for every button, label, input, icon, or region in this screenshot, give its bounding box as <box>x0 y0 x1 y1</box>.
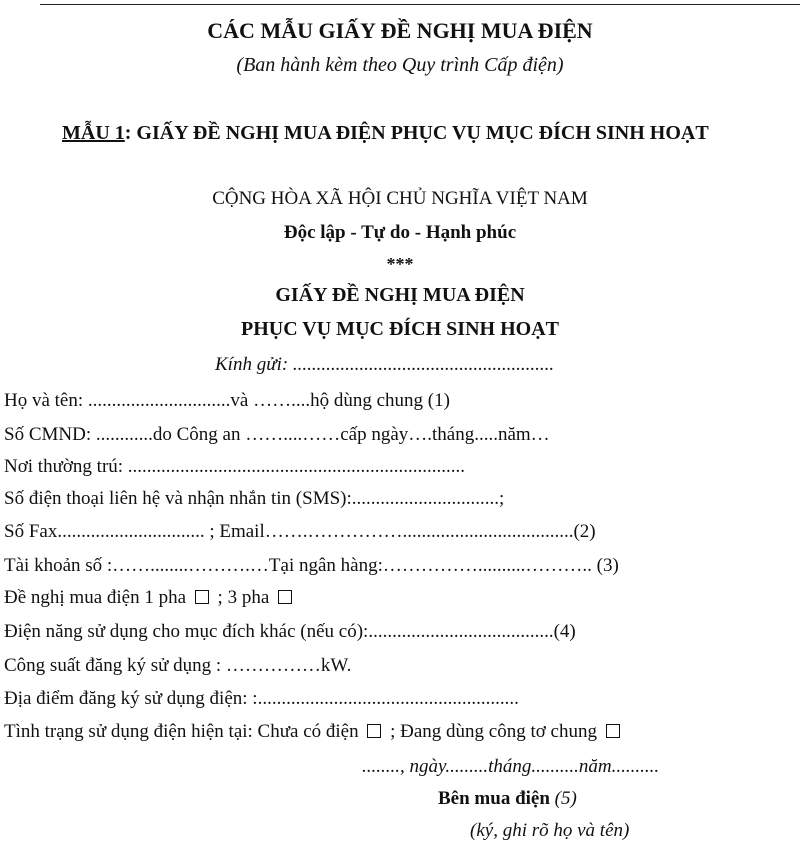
one-phase-checkbox[interactable] <box>195 590 209 604</box>
page-subtitle: (Ban hành kèm theo Quy trình Cấp điện) <box>236 54 564 76</box>
field-fax-email: Số Fax............................... ; Email…….……………....................................(2) <box>4 521 596 542</box>
three-phase-label: ; 3 pha <box>217 587 270 608</box>
field-id-card: Số CMND: ............do Công an ……....……cấp ngày….tháng.....năm… <box>4 424 550 445</box>
top-border-line <box>40 4 800 5</box>
no-electricity-checkbox[interactable] <box>367 724 381 738</box>
field-other-purpose-energy: Điện năng sử dụng cho mục đích khác (nếu có):.......................................(4) <box>4 621 576 642</box>
field-permanent-address: Nơi thường trú: ....................................................................... <box>4 456 466 477</box>
signer-label: Bên mua điện <box>438 788 550 809</box>
field-phone-sms: Số điện thoại liên hệ và nhận nhắn tin (SMS):...............................; <box>4 488 505 509</box>
field-registered-capacity: Công suất đăng ký sử dụng : ……………kW. <box>4 655 352 676</box>
field-phase-request <box>4 587 296 609</box>
field-usage-location: Địa điểm đăng ký sử dụng điện: :....................................................... <box>4 688 519 709</box>
signature-instruction: (ký, ghi rõ họ và tên) <box>470 820 630 841</box>
form-label: MẪU 1 <box>62 122 125 144</box>
national-motto: Độc lập - Tự do - Hạnh phúc <box>283 222 517 243</box>
field-bank-account: Tài khoản số :……........……….…Tại ngân hàng:……………..........……….. (3) <box>4 555 619 576</box>
page-title: CÁC MẪU GIẤY ĐỀ NGHỊ MUA ĐIỆN <box>207 18 593 43</box>
form-heading <box>62 122 709 145</box>
recipient-line: Kính gửi: ....................................................... <box>215 354 555 375</box>
three-phase-checkbox[interactable] <box>278 590 292 604</box>
field-full-name: Họ và tên: ..............................và ……....hộ dùng chung (1) <box>4 390 450 411</box>
field-current-usage-status <box>4 721 624 743</box>
shared-meter-checkbox[interactable] <box>606 724 620 738</box>
signer-title <box>438 788 577 810</box>
form-heading-text: : GIẤY ĐỀ NGHỊ MUA ĐIỆN PHỤC VỤ MỤC ĐÍCH SINH HOẠT <box>124 122 709 144</box>
phase-label: Đề nghị mua điện 1 pha <box>4 587 187 608</box>
document-title-line-2: PHỤC VỤ MỤC ĐÍCH SINH HOẠT <box>241 318 559 340</box>
date-line: ........, ngày.........tháng..........năm.......... <box>362 756 660 777</box>
status-label: Tình trạng sử dụng điện hiện tại: Chưa có điện <box>4 721 359 742</box>
signer-note-number: (5) <box>549 788 577 809</box>
nation-name: CỘNG HÒA XÃ HỘI CHỦ NGHĨA VIỆT NAM <box>212 188 588 209</box>
shared-meter-label: ; Đang dùng công tơ chung <box>390 721 597 742</box>
stars-divider: *** <box>386 254 414 274</box>
document-title-line-1: GIẤY ĐỀ NGHỊ MUA ĐIỆN <box>275 284 525 306</box>
